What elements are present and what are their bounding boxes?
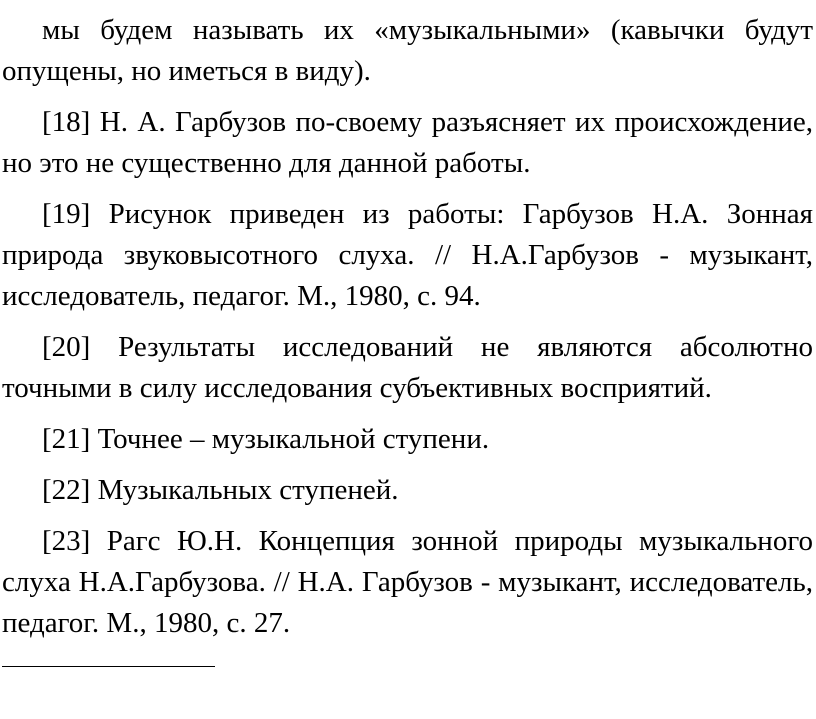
paragraph-continuation: мы будем называть их «музыкальными» (кавычки будут опущены, но иметься в виду). xyxy=(2,14,813,87)
footnote-21: [21] Точнее – музыкальной ступени. xyxy=(42,423,490,455)
footnote-19: [19] Рисунок приведен из работы: Гарбузов Н.А. Зонная природа звуковысотного слуха. // Н.А.Гарбузов - музыкант, исследователь, педагог. М., 1980, с. 94. xyxy=(2,198,813,312)
footnote-separator-line xyxy=(2,666,215,667)
footnote-22: [22] Музыкальных ступеней. xyxy=(42,474,399,506)
footnote-18: [18] Н. А. Гарбузов по-своему разъясняет их происхождение, но это не существенно для данной работы. xyxy=(2,106,813,179)
footnote-23: [23] Рагс Ю.Н. Концепция зонной природы музыкального слуха Н.А.Гарбузова. // Н.А. Гарбузов - музыкант, исследователь, педагог. М., 1980, с. 27. xyxy=(2,525,813,639)
footnote-20: [20] Результаты исследований не являются абсолютно точными в силу исследования субъективных восприятий. xyxy=(2,331,813,404)
